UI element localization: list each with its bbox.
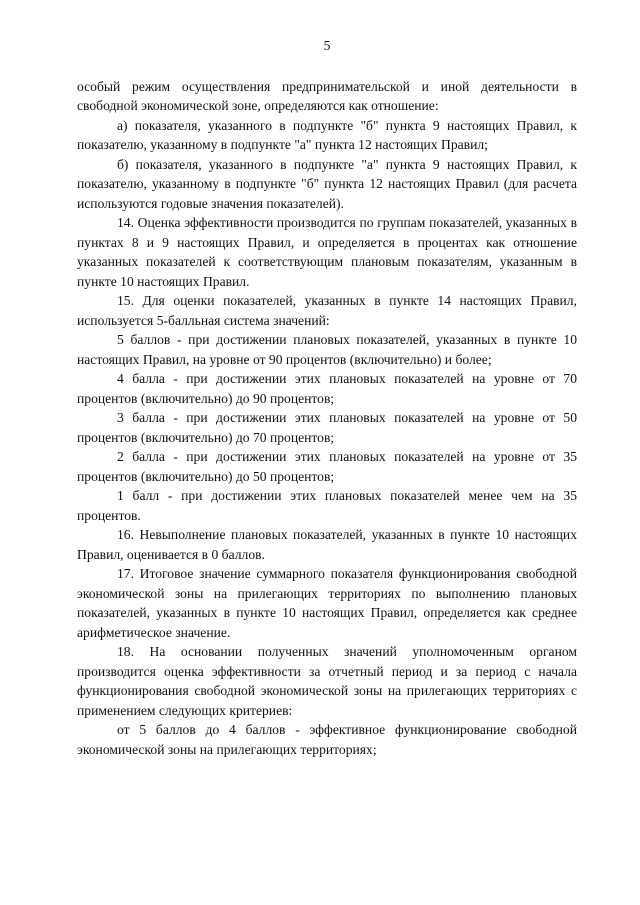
paragraph-subitem-b: б) показателя, указанного в подпункте "а" пункта 9 настоящих Правил, к показателю, указанному в подпункте "б" пункта 12 настоящих Правил (для расчета используются годовые значения показателей). (77, 156, 577, 211)
paragraph-score-3: 3 балла - при достижении этих плановых показателей на уровне от 50 процентов (включительно) до 70 процентов; (77, 410, 577, 445)
paragraph-continuation: особый режим осуществления предпринимательской и иной деятельности в свободной экономической зоне, определяются как отношение: (77, 78, 577, 113)
paragraph-score-2: 2 балла - при достижении этих плановых показателей на уровне от 35 процентов (включительно) до 50 процентов; (77, 449, 577, 484)
paragraph-item-18: 18. На основании полученных значений уполномоченным органом производится оценка эффективности за отчетный период и за период с начала функционирования свободной экономической зоны на прилегающих территориях с применением следующих критериев: (77, 644, 577, 718)
paragraph-score-4: 4 балла - при достижении этих плановых показателей на уровне от 70 процентов (включительно) до 90 процентов; (77, 371, 577, 406)
paragraph-subitem-a: а) показателя, указанного в подпункте "б" пункта 9 настоящих Правил, к показателю, указанному в подпункте "а" пункта 12 настоящих Правил; (77, 117, 577, 152)
paragraph-score-1: 1 балл - при достижении этих плановых показателей менее чем на 35 процентов. (77, 488, 577, 523)
paragraph-item-15: 15. Для оценки показателей, указанных в пункте 14 настоящих Правил, используется 5-балльная система значений: (77, 293, 577, 328)
paragraph-score-5: 5 баллов - при достижении плановых показателей, указанных в пункте 10 настоящих Правил, на уровне от 90 процентов (включительно) и более; (77, 332, 577, 367)
page-number: 5 (323, 38, 331, 53)
paragraph-criterion-effective: от 5 баллов до 4 баллов - эффективное функционирование свободной экономической зоны на прилегающих территориях; (77, 722, 577, 757)
paragraph-item-17: 17. Итоговое значение суммарного показателя функционирования свободной экономической зоны на прилегающих территориях по выполнению плановых показателей, указанных в пункте 10 настоящих Правил, определяется как среднее арифметическое значение. (77, 566, 577, 640)
paragraph-item-16: 16. Невыполнение плановых показателей, указанных в пункте 10 настоящих Правил, оценивается в 0 баллов. (77, 527, 577, 562)
paragraph-item-14: 14. Оценка эффективности производится по группам показателей, указанных в пунктах 8 и 9 настоящих Правил, и определяется в процентах как отношение указанных показателей к соответствующим плановым показателям, указанным в пункте 10 настоящих Правил. (77, 215, 577, 289)
